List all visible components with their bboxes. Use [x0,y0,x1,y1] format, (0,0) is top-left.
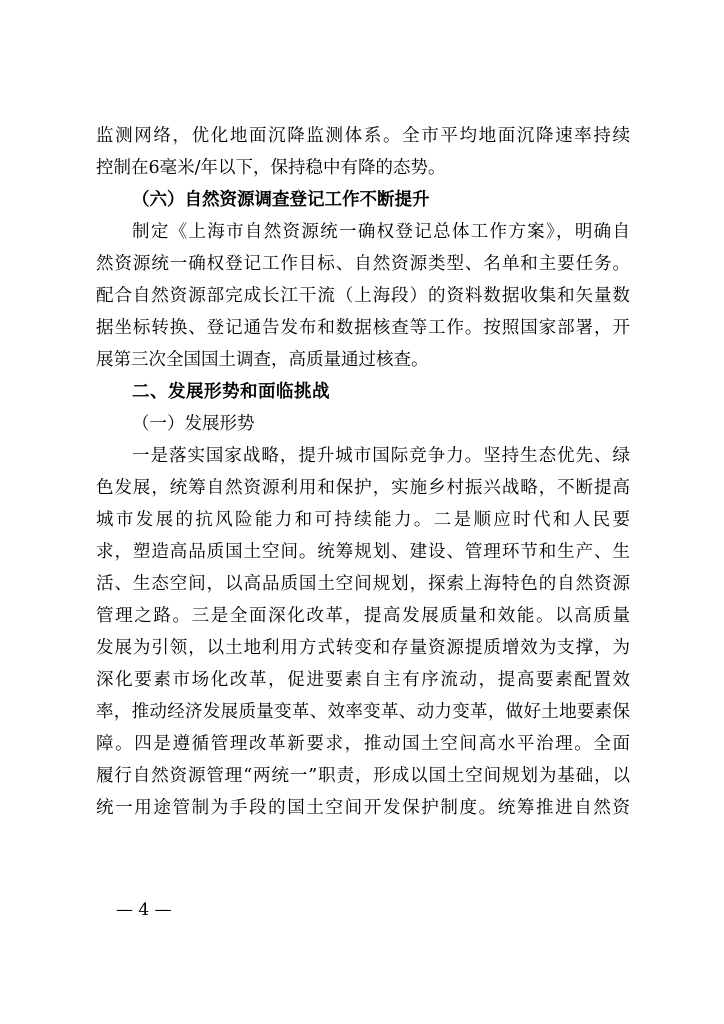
paragraph-line: 履行自然资源管理“两统一”职责，形成以国土空间规划为基础，以 [96,766,630,786]
paragraph-line: 监测网络，优化地面沉降监测体系。全市平均地面沉降速率持续 [96,126,630,146]
paragraph-line: 求，塑造高品质国土空间。统筹规划、建设、管理环节和生产、生 [96,542,630,562]
part-heading: 二、发展形势和面临挑战 [132,382,330,402]
sub-heading: （一）发展形势 [132,414,255,434]
paragraph-line: 统一用途管制为手段的国土空间开发保护制度。统筹推进自然资 [96,798,630,818]
paragraph-line: 深化要素市场化改革，促进要素自主有序流动，提高要素配置效 [96,670,630,690]
paragraph-line: 管理之路。三是全面深化改革，提高发展质量和效能。以高质量 [96,606,630,626]
document-body [96,120,630,824]
paragraph-line: 率，推动经济发展质量变革、效率变革、动力变革，做好土地要素保 [96,702,630,722]
paragraph-line: 活、生态空间，以高品质国土空间规划，探索上海特色的自然资源 [96,574,630,594]
paragraph-line: 色发展，统筹自然资源利用和保护，实施乡村振兴战略，不断提高 [96,478,630,498]
page-number: — 4 — [116,900,172,920]
paragraph-line: 然资源统一确权登记工作目标、自然资源类型、名单和主要任务。 [96,254,630,274]
paragraph-line: 控制在6毫米/年以下，保持稳中有降的态势。 [96,158,446,178]
paragraph-line: 制定《上海市自然资源统一确权登记总体工作方案》，明确自 [132,222,630,242]
paragraph-line: 城市发展的抗风险能力和可持续能力。二是顺应时代和人民要 [96,510,630,530]
paragraph-line: 发展为引领，以土地利用方式转变和存量资源提质增效为支撑，为 [96,638,630,658]
paragraph-line: 障。四是遵循管理改革新要求，推动国土空间高水平治理。全面 [96,734,630,754]
paragraph-line: 一是落实国家战略，提升城市国际竞争力。坚持生态优先、绿 [132,446,630,466]
paragraph-line: 据坐标转换、登记通告发布和数据核查等工作。按照国家部署，开 [96,318,630,338]
paragraph-line: 展第三次全国国土调查，高质量通过核查。 [96,350,429,370]
paragraph-line: 配合自然资源部完成长江干流（上海段）的资料数据收集和矢量数 [96,286,630,306]
section-heading: （六）自然资源调查登记工作不断提升 [132,190,430,210]
